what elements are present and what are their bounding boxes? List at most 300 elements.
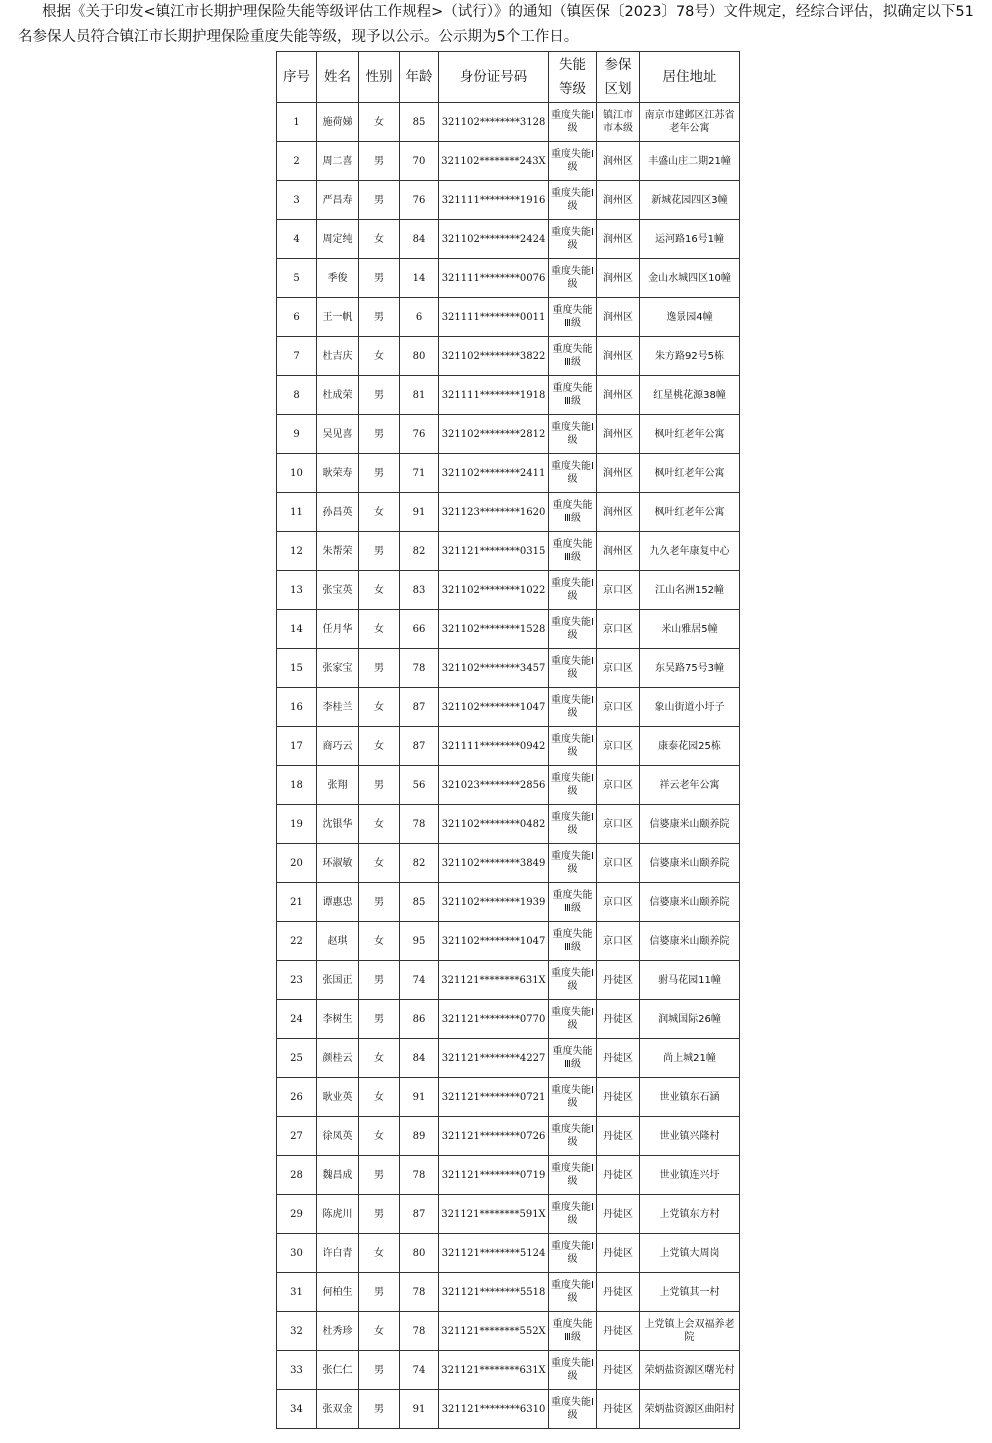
- cell-address: 上党镇东方村: [640, 1195, 740, 1234]
- cell-area: 京口区: [597, 805, 640, 844]
- table-row: [277, 142, 740, 181]
- cell-area: 丹徒区: [597, 1390, 640, 1429]
- header-no: 序号: [277, 52, 317, 103]
- cell-address: 世业镇东石涵: [640, 1078, 740, 1117]
- cell-age: 84: [400, 220, 439, 259]
- cell-name: 许白青: [317, 1234, 359, 1273]
- cell-sex: 男: [359, 766, 400, 805]
- cell-name: 杜吉庆: [317, 337, 359, 376]
- cell-no: 9: [277, 415, 317, 454]
- cell-age: 71: [400, 454, 439, 493]
- cell-level: 重度失能Ⅲ级: [549, 1039, 597, 1078]
- cell-id: 321102********1939: [439, 883, 549, 922]
- cell-level: 重度失能Ⅰ级: [549, 571, 597, 610]
- cell-address: 南京市建邺区江苏省老年公寓: [640, 103, 740, 142]
- cell-level: 重度失能Ⅰ级: [549, 688, 597, 727]
- cell-id: 321102********2812: [439, 415, 549, 454]
- cell-name: 王一帆: [317, 298, 359, 337]
- cell-level: 重度失能Ⅰ级: [549, 415, 597, 454]
- cell-no: 29: [277, 1195, 317, 1234]
- cell-no: 25: [277, 1039, 317, 1078]
- cell-level: 重度失能Ⅰ级: [549, 1273, 597, 1312]
- cell-age: 81: [400, 376, 439, 415]
- cell-sex: 男: [359, 298, 400, 337]
- cell-no: 11: [277, 493, 317, 532]
- cell-area: 丹徒区: [597, 1351, 640, 1390]
- cell-name: 施荷娣: [317, 103, 359, 142]
- cell-name: 商巧云: [317, 727, 359, 766]
- cell-area: 丹徒区: [597, 1039, 640, 1078]
- cell-area: 丹徒区: [597, 1312, 640, 1351]
- cell-address: 东吴路75号3幢: [640, 649, 740, 688]
- cell-level: 重度失能Ⅲ级: [549, 922, 597, 961]
- cell-age: 76: [400, 415, 439, 454]
- cell-sex: 女: [359, 1117, 400, 1156]
- cell-no: 26: [277, 1078, 317, 1117]
- cell-sex: 男: [359, 649, 400, 688]
- cell-address: 金山水城四区10幢: [640, 259, 740, 298]
- cell-sex: 女: [359, 220, 400, 259]
- cell-id: 321121********591X: [439, 1195, 549, 1234]
- cell-area: 京口区: [597, 649, 640, 688]
- table-row: [277, 883, 740, 922]
- cell-level: 重度失能Ⅰ级: [549, 844, 597, 883]
- cell-age: 82: [400, 844, 439, 883]
- cell-age: 82: [400, 532, 439, 571]
- table-row: [277, 337, 740, 376]
- cell-address: 祥云老年公寓: [640, 766, 740, 805]
- cell-address: 世业镇连兴圩: [640, 1156, 740, 1195]
- cell-age: 14: [400, 259, 439, 298]
- cell-id: 321102********2411: [439, 454, 549, 493]
- cell-area: 京口区: [597, 922, 640, 961]
- table-row: [277, 1312, 740, 1351]
- cell-address: 上党镇上会双福养老院: [640, 1312, 740, 1351]
- cell-id: 321102********243X: [439, 142, 549, 181]
- cell-age: 74: [400, 1351, 439, 1390]
- cell-name: 孙昌英: [317, 493, 359, 532]
- table-row: [277, 766, 740, 805]
- cell-sex: 男: [359, 883, 400, 922]
- cell-no: 23: [277, 961, 317, 1000]
- cell-level: 重度失能Ⅰ级: [549, 1117, 597, 1156]
- cell-area: 丹徒区: [597, 1117, 640, 1156]
- cell-address: 荣炳盐资源区曲阳村: [640, 1390, 740, 1429]
- cell-level: 重度失能Ⅰ级: [549, 259, 597, 298]
- cell-level: 重度失能Ⅰ级: [549, 1351, 597, 1390]
- cell-sex: 男: [359, 1390, 400, 1429]
- cell-age: 83: [400, 571, 439, 610]
- cell-level: 重度失能Ⅰ级: [549, 454, 597, 493]
- cell-area: 丹徒区: [597, 1234, 640, 1273]
- cell-sex: 女: [359, 337, 400, 376]
- table-row: [277, 961, 740, 1000]
- cell-level: 重度失能Ⅰ级: [549, 142, 597, 181]
- table-row: [277, 727, 740, 766]
- cell-address: 信婆康米山颐养院: [640, 805, 740, 844]
- cell-no: 12: [277, 532, 317, 571]
- cell-level: 重度失能Ⅰ级: [549, 649, 597, 688]
- table-header-row: [277, 52, 740, 103]
- cell-sex: 男: [359, 961, 400, 1000]
- cell-id: 321121********0719: [439, 1156, 549, 1195]
- header-level-line2: 等级: [559, 81, 586, 97]
- table-row: [277, 259, 740, 298]
- cell-area: 丹徒区: [597, 1195, 640, 1234]
- cell-age: 56: [400, 766, 439, 805]
- cell-no: 21: [277, 883, 317, 922]
- cell-name: 李桂兰: [317, 688, 359, 727]
- table-row: [277, 1078, 740, 1117]
- cell-age: 78: [400, 1273, 439, 1312]
- cell-name: 周定纯: [317, 220, 359, 259]
- cell-address: 红星桃花源38幢: [640, 376, 740, 415]
- cell-age: 6: [400, 298, 439, 337]
- cell-level: 重度失能Ⅰ级: [549, 961, 597, 1000]
- intro-line-2: 名参保人员符合镇江市长期护理保险重度失能等级，现予以公示。公示期为5个工作日。: [18, 29, 579, 45]
- cell-area: 丹徒区: [597, 1000, 640, 1039]
- table-row: [277, 493, 740, 532]
- cell-sex: 女: [359, 688, 400, 727]
- table-row: [277, 181, 740, 220]
- cell-sex: 男: [359, 1156, 400, 1195]
- cell-no: 15: [277, 649, 317, 688]
- cell-no: 19: [277, 805, 317, 844]
- cell-area: 京口区: [597, 844, 640, 883]
- cell-name: 沈银华: [317, 805, 359, 844]
- cell-address: 信婆康米山颐养院: [640, 922, 740, 961]
- cell-level: 重度失能Ⅰ级: [549, 766, 597, 805]
- cell-age: 84: [400, 1039, 439, 1078]
- cell-age: 78: [400, 1312, 439, 1351]
- cell-name: 季俊: [317, 259, 359, 298]
- cell-sex: 女: [359, 1039, 400, 1078]
- cell-area: 京口区: [597, 883, 640, 922]
- header-level: [549, 52, 597, 103]
- cell-id: 321121********0726: [439, 1117, 549, 1156]
- cell-id: 321121********6310: [439, 1390, 549, 1429]
- cell-age: 87: [400, 727, 439, 766]
- cell-sex: 女: [359, 610, 400, 649]
- header-area-line1: 参保: [604, 57, 632, 73]
- intro-line-1: 根据《关于印发<镇江市长期护理保险失能等级评估工作规程>（试行）》的通知（镇医保〔2023〕78号）文件规定，经综合评估，拟确定以下51: [42, 4, 974, 20]
- table-row: [277, 454, 740, 493]
- cell-no: 4: [277, 220, 317, 259]
- cell-no: 31: [277, 1273, 317, 1312]
- cell-address: 润城国际26幢: [640, 1000, 740, 1039]
- cell-id: 321111********0076: [439, 259, 549, 298]
- cell-level: 重度失能Ⅲ级: [549, 493, 597, 532]
- table-row: [277, 1351, 740, 1390]
- cell-no: 18: [277, 766, 317, 805]
- cell-area: 丹徒区: [597, 1156, 640, 1195]
- cell-id: 321023********2856: [439, 766, 549, 805]
- cell-address: 九久老年康复中心: [640, 532, 740, 571]
- cell-sex: 女: [359, 1312, 400, 1351]
- cell-name: 严昌寿: [317, 181, 359, 220]
- table-row: [277, 571, 740, 610]
- cell-address: 信婆康米山颐养院: [640, 883, 740, 922]
- cell-age: 78: [400, 1156, 439, 1195]
- cell-area: 京口区: [597, 727, 640, 766]
- table-row: [277, 376, 740, 415]
- cell-name: 周二喜: [317, 142, 359, 181]
- header-sex: 性别: [359, 52, 400, 103]
- table-row: [277, 844, 740, 883]
- cell-name: 吴见喜: [317, 415, 359, 454]
- table-row: [277, 1234, 740, 1273]
- cell-id: 321102********3822: [439, 337, 549, 376]
- cell-age: 87: [400, 1195, 439, 1234]
- table-row: [277, 532, 740, 571]
- cell-age: 78: [400, 649, 439, 688]
- cell-area: 润州区: [597, 181, 640, 220]
- cell-sex: 男: [359, 454, 400, 493]
- cell-no: 28: [277, 1156, 317, 1195]
- cell-area: 京口区: [597, 571, 640, 610]
- cell-sex: 男: [359, 181, 400, 220]
- cell-no: 22: [277, 922, 317, 961]
- cell-area: 润州区: [597, 337, 640, 376]
- cell-address: 丰盛山庄二期21幢: [640, 142, 740, 181]
- cell-id: 321121********4227: [439, 1039, 549, 1078]
- cell-name: 朱帮荣: [317, 532, 359, 571]
- header-id: 身份证号码: [439, 52, 549, 103]
- cell-area: 润州区: [597, 493, 640, 532]
- cell-id: 321121********5124: [439, 1234, 549, 1273]
- cell-area: 润州区: [597, 415, 640, 454]
- cell-id: 321121********5518: [439, 1273, 549, 1312]
- cell-id: 321111********1918: [439, 376, 549, 415]
- cell-address: 江山名洲152幢: [640, 571, 740, 610]
- cell-level: 重度失能Ⅰ级: [549, 1156, 597, 1195]
- table-row: [277, 1195, 740, 1234]
- cell-level: 重度失能Ⅰ级: [549, 1390, 597, 1429]
- cell-name: 杜成荣: [317, 376, 359, 415]
- cell-address: 康泰花园25栋: [640, 727, 740, 766]
- cell-area: 润州区: [597, 142, 640, 181]
- cell-age: 91: [400, 493, 439, 532]
- cell-sex: 女: [359, 727, 400, 766]
- cell-no: 16: [277, 688, 317, 727]
- cell-name: 张宝英: [317, 571, 359, 610]
- cell-sex: 女: [359, 103, 400, 142]
- cell-level: 重度失能Ⅲ级: [549, 1312, 597, 1351]
- cell-level: 重度失能Ⅲ级: [549, 883, 597, 922]
- cell-sex: 女: [359, 922, 400, 961]
- cell-id: 321123********1620: [439, 493, 549, 532]
- cell-address: 运河路16号1幢: [640, 220, 740, 259]
- cell-address: 尚上城21幢: [640, 1039, 740, 1078]
- cell-level: 重度失能Ⅰ级: [549, 727, 597, 766]
- notice-intro: [18, 0, 990, 50]
- table-row: [277, 1000, 740, 1039]
- cell-age: 91: [400, 1390, 439, 1429]
- cell-age: 85: [400, 103, 439, 142]
- cell-name: 魏昌成: [317, 1156, 359, 1195]
- cell-id: 321121********0315: [439, 532, 549, 571]
- cell-sex: 男: [359, 1273, 400, 1312]
- table-row: [277, 415, 740, 454]
- cell-id: 321102********1022: [439, 571, 549, 610]
- cell-no: 27: [277, 1117, 317, 1156]
- cell-sex: 女: [359, 805, 400, 844]
- cell-address: 朱方路92号5栋: [640, 337, 740, 376]
- cell-level: 重度失能Ⅰ级: [549, 1195, 597, 1234]
- cell-id: 321111********0942: [439, 727, 549, 766]
- cell-address: 上党镇大周岗: [640, 1234, 740, 1273]
- cell-address: 米山雅居5幢: [640, 610, 740, 649]
- cell-address: 荣炳盐资源区曙光村: [640, 1351, 740, 1390]
- cell-sex: 男: [359, 1195, 400, 1234]
- cell-no: 2: [277, 142, 317, 181]
- cell-id: 321121********631X: [439, 961, 549, 1000]
- cell-id: 321102********1047: [439, 688, 549, 727]
- cell-sex: 男: [359, 415, 400, 454]
- cell-level: 重度失能Ⅰ级: [549, 1234, 597, 1273]
- cell-name: 环淑敏: [317, 844, 359, 883]
- cell-no: 5: [277, 259, 317, 298]
- cell-no: 17: [277, 727, 317, 766]
- cell-no: 10: [277, 454, 317, 493]
- header-address: 居住地址: [640, 52, 740, 103]
- roster-table: [276, 51, 740, 1429]
- cell-id: 321121********0721: [439, 1078, 549, 1117]
- cell-id: 321111********0011: [439, 298, 549, 337]
- header-area-line2: 区划: [604, 81, 632, 97]
- cell-sex: 女: [359, 1234, 400, 1273]
- cell-no: 8: [277, 376, 317, 415]
- cell-no: 30: [277, 1234, 317, 1273]
- cell-id: 321102********1047: [439, 922, 549, 961]
- cell-age: 66: [400, 610, 439, 649]
- cell-level: 重度失能Ⅰ级: [549, 805, 597, 844]
- cell-name: 谭惠忠: [317, 883, 359, 922]
- cell-age: 76: [400, 181, 439, 220]
- cell-level: 重度失能Ⅲ级: [549, 532, 597, 571]
- cell-area: 润州区: [597, 220, 640, 259]
- table-row: [277, 298, 740, 337]
- cell-no: 13: [277, 571, 317, 610]
- cell-sex: 男: [359, 1000, 400, 1039]
- cell-age: 87: [400, 688, 439, 727]
- cell-sex: 女: [359, 571, 400, 610]
- cell-no: 20: [277, 844, 317, 883]
- cell-age: 86: [400, 1000, 439, 1039]
- cell-id: 321121********552X: [439, 1312, 549, 1351]
- cell-no: 7: [277, 337, 317, 376]
- cell-id: 321121********0770: [439, 1000, 549, 1039]
- table-row: [277, 1156, 740, 1195]
- cell-age: 95: [400, 922, 439, 961]
- cell-id: 321102********3457: [439, 649, 549, 688]
- cell-area: 润州区: [597, 532, 640, 571]
- cell-name: 张国正: [317, 961, 359, 1000]
- cell-area: 丹徒区: [597, 1273, 640, 1312]
- cell-id: 321102********1528: [439, 610, 549, 649]
- cell-area: 润州区: [597, 376, 640, 415]
- cell-area: 京口区: [597, 766, 640, 805]
- table-row: [277, 610, 740, 649]
- cell-no: 14: [277, 610, 317, 649]
- table-row: [277, 1117, 740, 1156]
- cell-id: 321102********3849: [439, 844, 549, 883]
- cell-address: 枫叶红老年公寓: [640, 493, 740, 532]
- cell-id: 321102********3128: [439, 103, 549, 142]
- cell-address: 枫叶红老年公寓: [640, 415, 740, 454]
- cell-name: 颜桂云: [317, 1039, 359, 1078]
- cell-sex: 男: [359, 142, 400, 181]
- cell-name: 赵琪: [317, 922, 359, 961]
- header-name: 姓名: [317, 52, 359, 103]
- table-row: [277, 649, 740, 688]
- cell-age: 80: [400, 1234, 439, 1273]
- cell-area: 京口区: [597, 610, 640, 649]
- cell-address: 逸景园4幢: [640, 298, 740, 337]
- cell-age: 85: [400, 883, 439, 922]
- cell-level: 重度失能Ⅰ级: [549, 610, 597, 649]
- cell-no: 32: [277, 1312, 317, 1351]
- cell-name: 张仁仁: [317, 1351, 359, 1390]
- cell-level: 重度失能Ⅰ级: [549, 181, 597, 220]
- cell-id: 321121********631X: [439, 1351, 549, 1390]
- cell-level: 重度失能Ⅰ级: [549, 1000, 597, 1039]
- cell-name: 杜秀珍: [317, 1312, 359, 1351]
- cell-name: 张家宝: [317, 649, 359, 688]
- cell-level: 重度失能Ⅲ级: [549, 298, 597, 337]
- table-row: [277, 1273, 740, 1312]
- cell-sex: 女: [359, 493, 400, 532]
- cell-age: 80: [400, 337, 439, 376]
- cell-name: 陈虎川: [317, 1195, 359, 1234]
- table-row: [277, 805, 740, 844]
- cell-name: 耿业英: [317, 1078, 359, 1117]
- cell-address: 上党镇其一村: [640, 1273, 740, 1312]
- cell-name: 张双金: [317, 1390, 359, 1429]
- cell-age: 78: [400, 805, 439, 844]
- roster-body: [277, 103, 740, 1429]
- cell-address: 世业镇兴隆村: [640, 1117, 740, 1156]
- cell-no: 34: [277, 1390, 317, 1429]
- cell-no: 6: [277, 298, 317, 337]
- cell-no: 33: [277, 1351, 317, 1390]
- cell-address: 象山街道小圩子: [640, 688, 740, 727]
- cell-name: 李树生: [317, 1000, 359, 1039]
- header-level-line1: 失能: [559, 57, 586, 73]
- header-age: 年龄: [400, 52, 439, 103]
- cell-address: 新城花园四区3幢: [640, 181, 740, 220]
- cell-name: 耿荣寿: [317, 454, 359, 493]
- cell-age: 74: [400, 961, 439, 1000]
- table-row: [277, 688, 740, 727]
- cell-id: 321111********1916: [439, 181, 549, 220]
- table-row: [277, 1039, 740, 1078]
- cell-name: 何柏生: [317, 1273, 359, 1312]
- cell-area: 丹徒区: [597, 961, 640, 1000]
- cell-name: 任月华: [317, 610, 359, 649]
- cell-level: 重度失能Ⅰ级: [549, 103, 597, 142]
- cell-level: 重度失能Ⅲ级: [549, 337, 597, 376]
- cell-area: 润州区: [597, 259, 640, 298]
- cell-sex: 男: [359, 376, 400, 415]
- header-area: [597, 52, 640, 103]
- cell-age: 89: [400, 1117, 439, 1156]
- cell-area: 丹徒区: [597, 1078, 640, 1117]
- cell-address: 枫叶红老年公寓: [640, 454, 740, 493]
- cell-area: 京口区: [597, 688, 640, 727]
- table-row: [277, 1390, 740, 1429]
- cell-address: 驸马花园11幢: [640, 961, 740, 1000]
